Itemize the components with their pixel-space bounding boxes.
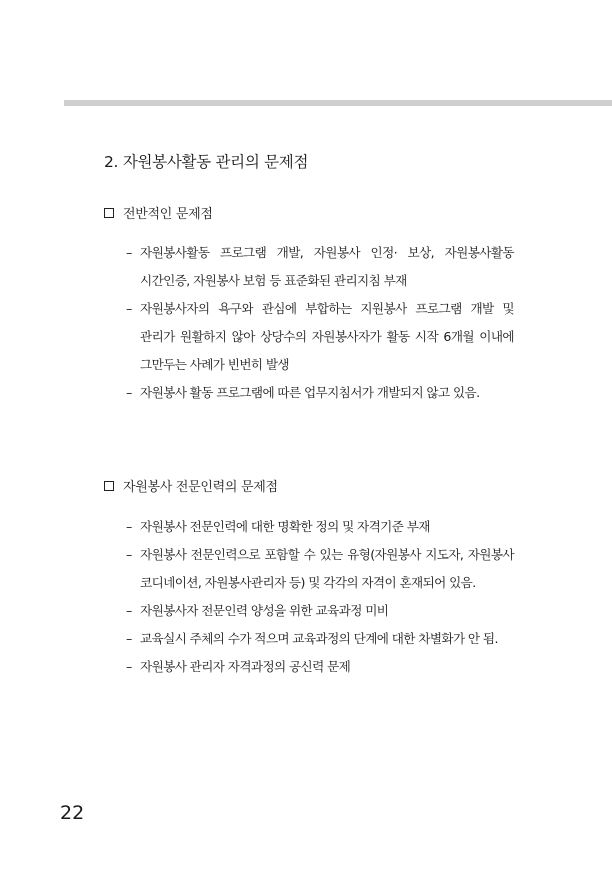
subheading-label: 전반적인 문제점	[123, 207, 213, 222]
list-item	[126, 625, 514, 653]
list-item	[126, 653, 514, 681]
list-item	[126, 239, 514, 295]
list-item-text: 자원봉사 관리자 자격과정의 공신력 문제	[140, 659, 351, 674]
subheading-label: 자원봉사 전문인력의 문제점	[123, 480, 278, 495]
dash-bullet: –	[126, 659, 132, 674]
list-item-text: 자원봉사 전문인력으로 포함할 수 있는 유형(자원봉사 지도자, 자원봉사 코디네이션, 자원봉사관리자 등) 및 각각의 자격이 혼재되어 있음.	[140, 547, 514, 590]
subheading-general-problems	[104, 203, 213, 222]
list-item	[126, 513, 514, 541]
header-rule	[64, 100, 612, 106]
checkbox-square-icon	[104, 481, 114, 491]
general-problems-list	[126, 239, 514, 407]
section-title: 2. 자원봉사활동 관리의 문제점	[104, 153, 309, 171]
dash-bullet: –	[126, 245, 132, 260]
list-item	[126, 295, 514, 379]
dash-bullet: –	[126, 301, 132, 316]
checkbox-square-icon	[104, 208, 114, 218]
list-item	[126, 597, 514, 625]
list-item-text: 자원봉사 전문인력에 대한 명확한 정의 및 자격기준 부재	[140, 519, 430, 534]
dash-bullet: –	[126, 631, 132, 646]
expert-problems-list	[126, 513, 514, 681]
dash-bullet: –	[126, 519, 132, 534]
list-item-text: 자원봉사 활동 프로그램에 따른 업무지침서가 개발되지 않고 있음.	[140, 385, 480, 400]
dash-bullet: –	[126, 385, 132, 400]
list-item-text: 자원봉사자의 욕구와 관심에 부합하는 지원봉사 프로그램 개발 및 관리가 원활하지 않아 상당수의 자원봉사자가 활동 시작 6개월 이내에 그만두는 사례가 빈번히 발생	[140, 301, 514, 372]
list-item-text: 자원봉사활동 프로그램 개발, 자원봉사 인정· 보상, 자원봉사활동 시간인증, 자원봉사 보험 등 표준화된 관리지침 부재	[140, 245, 514, 288]
list-item-text: 자원봉사자 전문인력 양성을 위한 교육과정 미비	[140, 603, 389, 618]
dash-bullet: –	[126, 603, 132, 618]
dash-bullet: –	[126, 547, 132, 562]
list-item	[126, 379, 514, 407]
list-item	[126, 541, 514, 597]
page-number: 22	[60, 802, 85, 824]
subheading-expert-problems	[104, 476, 278, 495]
list-item-text: 교육실시 주체의 수가 적으며 교육과정의 단계에 대한 차별화가 안 됨.	[140, 631, 498, 646]
